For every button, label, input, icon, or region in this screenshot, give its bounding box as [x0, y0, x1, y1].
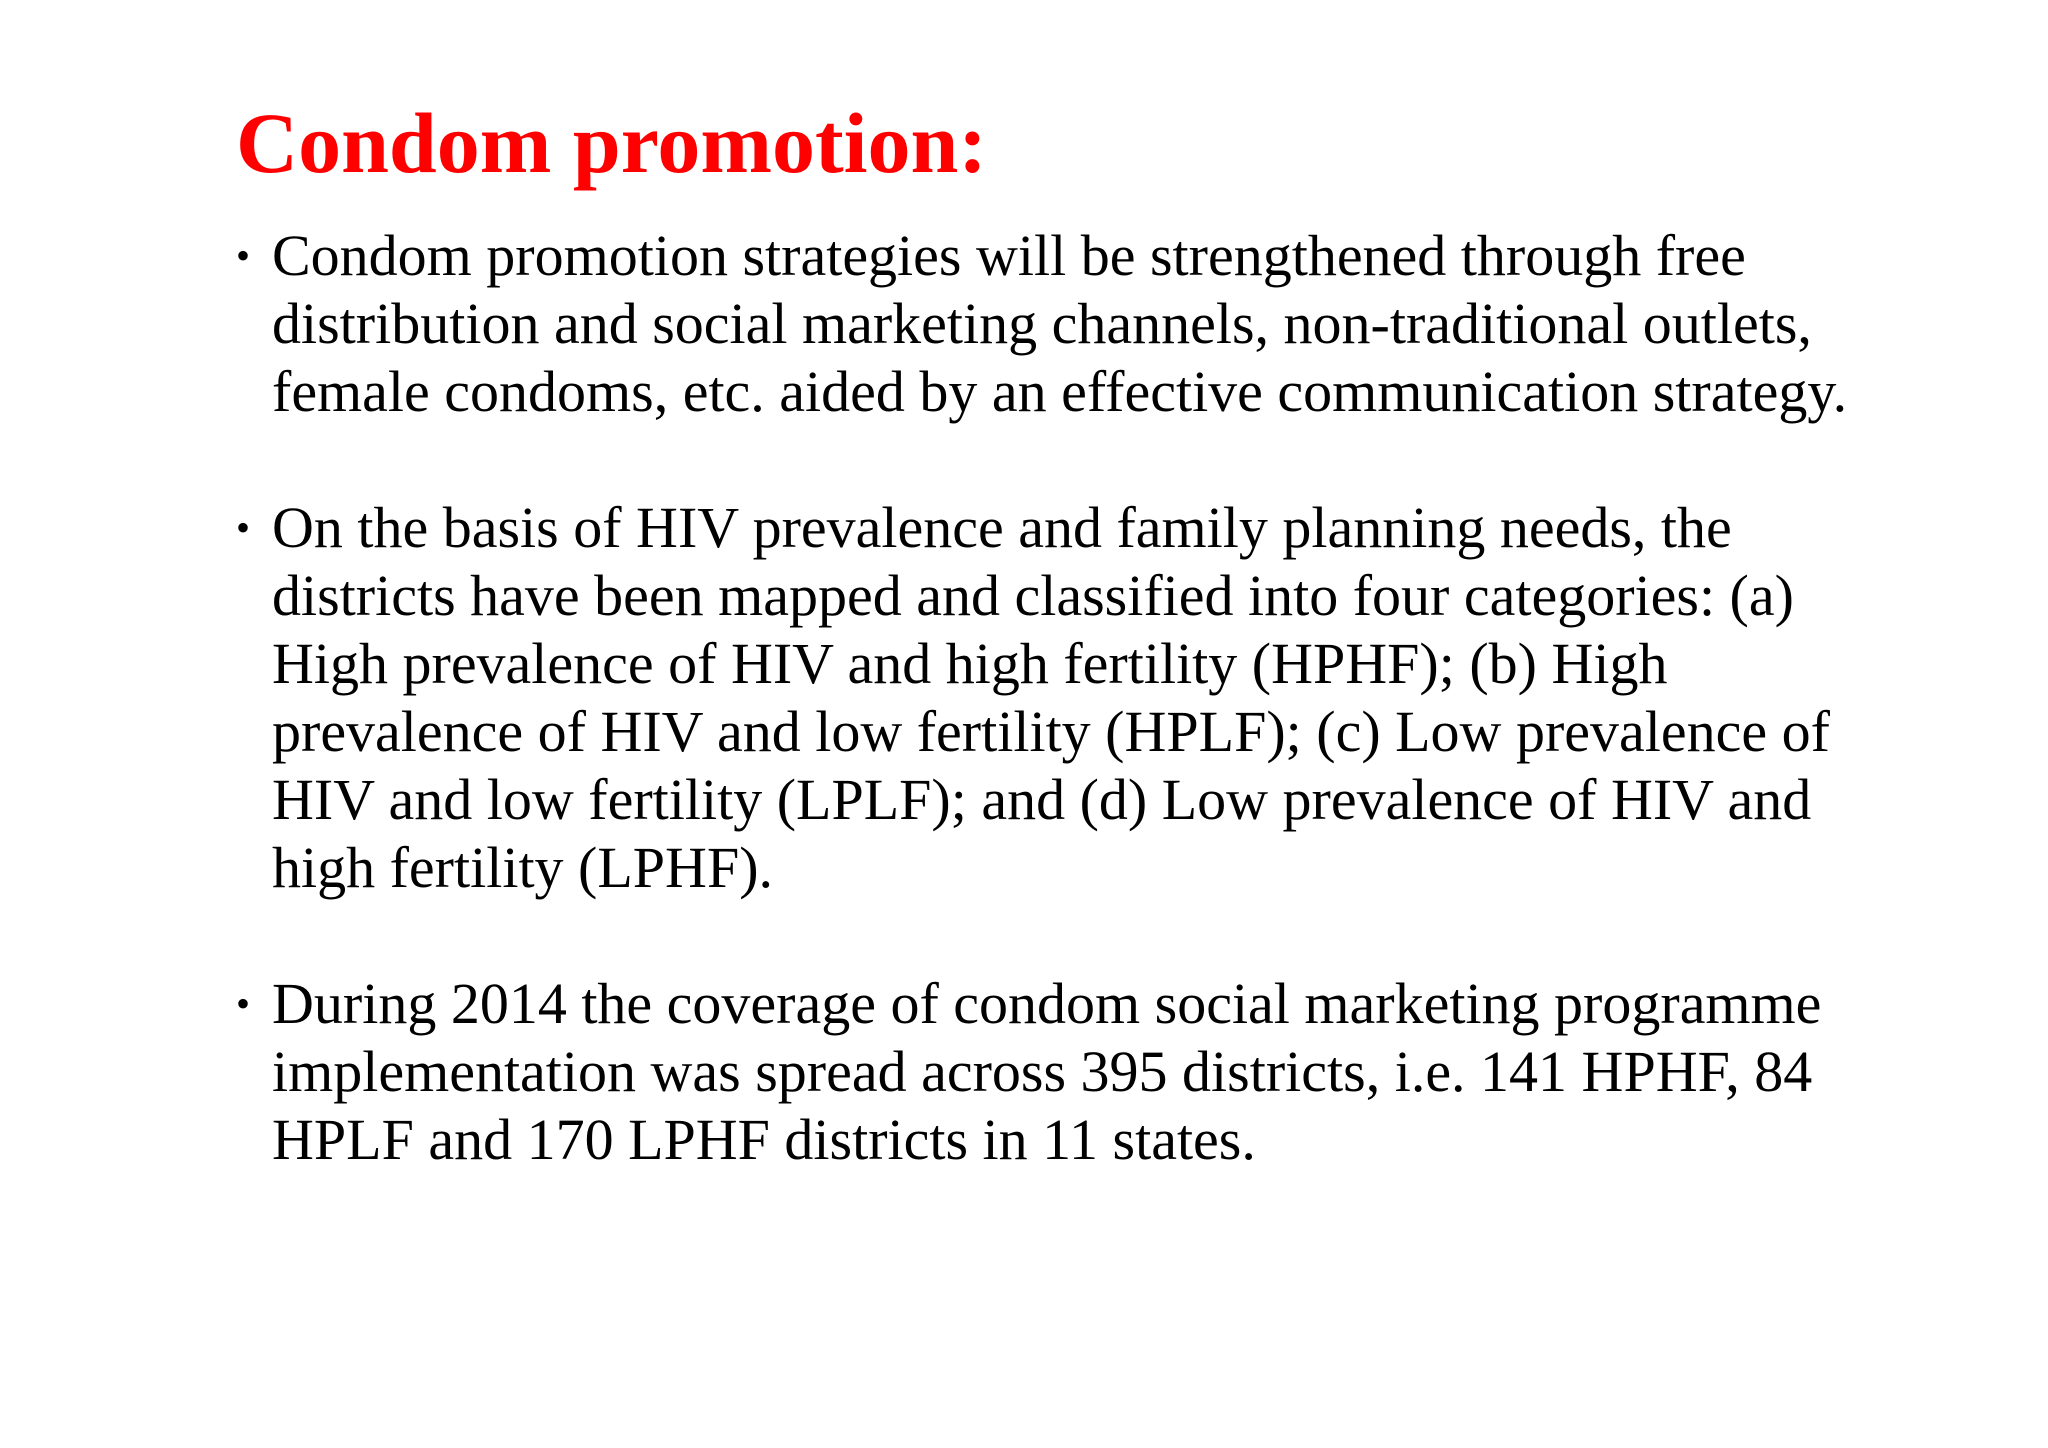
bullet-icon: •: [236, 233, 251, 278]
bullet-item-condom-strategies: [236, 222, 1916, 426]
bullet-item-district-categories: [236, 494, 1916, 902]
bullet-list: [236, 222, 1916, 1242]
bullet-item-coverage-2014: [236, 970, 1916, 1174]
bullet-icon: •: [236, 981, 251, 1026]
bullet-text: Condom promotion strategies will be strengthened through free distribution and social marketing channels, non-traditional outlets, female condoms, etc. aided by an effective communication strategy.: [272, 223, 1848, 424]
bullet-text: During 2014 the coverage of condom social marketing programme implementation was spread across 395 districts, i.e. 141 HPHF, 84 HPLF and 170 LPHF districts in 11 states.: [272, 971, 1822, 1172]
bullet-icon: •: [236, 505, 251, 550]
slide-title: Condom promotion:: [236, 95, 987, 191]
bullet-text: On the basis of HIV prevalence and family planning needs, the districts have been mapped and classified into four categories: (a) High prevalence of HIV and high fertility (HPHF); (b) High prevalence of HIV and low fertility (HPLF); (c) Low prevalence of HIV and low fertility (LPLF); and (d) Low prevalence of HIV and high fertility (LPHF).: [272, 495, 1830, 900]
